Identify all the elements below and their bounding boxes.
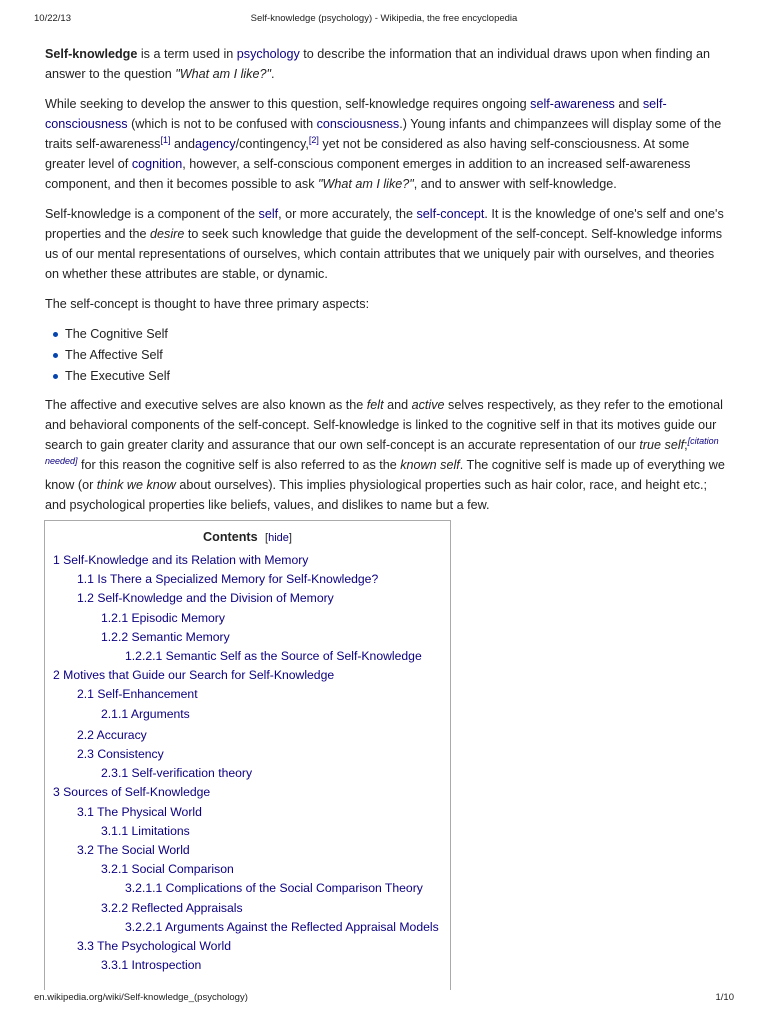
print-header: [34, 13, 734, 27]
toc-link[interactable]: 1.2.1 Episodic Memory: [101, 610, 225, 625]
toc-header: Contents [hide]: [203, 530, 292, 544]
awareness-paragraph: While seeking to develop the answer to this question, self-knowledge requires ongoing self-awareness and self-consciousness (which is not to be confused with consciousness.) Young infants and chimpanzees will display some of the traits self-awareness[1] andagency/contingency,[2] yet not be considered as also having self-consciousness. At some greater level of cognition, however, a self-conscious component emerges in addition to an increased self-awareness component, and then it becomes possible to ask "What am I like?", and to answer with self-knowledge.: [45, 97, 722, 191]
list-item: The Cognitive Self: [53, 324, 725, 345]
link-consciousness[interactable]: consciousness: [316, 117, 400, 131]
self-concept-paragraph: Self-knowledge is a component of the self, or more accurately, the self-concept. It is the knowledge of one's self and one's properties and the desire to seek such knowledge that guide the development of the self-concept. Self-knowledge informs us of our mental representations of ourselves, which contain attributes that we uniquely pair with ourselves, and theories on whether these attributes are stable, or dynamic.: [45, 207, 724, 281]
toc-hide-toggle[interactable]: hide: [268, 532, 289, 544]
toc-item: [53, 570, 442, 589]
toc-item: [53, 551, 442, 570]
toc-item: [53, 956, 442, 975]
toc-item: [53, 879, 442, 898]
link-psychology[interactable]: psychology: [236, 47, 300, 61]
article-body: [45, 44, 725, 525]
toc-link[interactable]: 3.2.1.1 Complications of the Social Comparison Theory: [125, 881, 423, 896]
toc-link[interactable]: 2.3 Consistency: [77, 747, 164, 762]
aspects-list: [45, 324, 725, 387]
toc-link[interactable]: 1.1 Is There a Specialized Memory for Self-Knowledge?: [77, 572, 379, 587]
toc-item: [53, 764, 442, 783]
bullet-icon: [53, 374, 58, 379]
toc-title: Contents: [203, 530, 258, 544]
toc-link[interactable]: 3.2 The Social World: [77, 843, 190, 858]
toc-link[interactable]: 1.2.2.1 Semantic Self as the Source of Self-Knowledge: [125, 649, 422, 664]
toc-link[interactable]: 3.3.1 Introspection: [101, 958, 202, 973]
selves-paragraph: The affective and executive selves are also known as the felt and active selves respectively, as they refer to the emotional and behavioral components of the self-concept. Self-knowledge is linked to the cognitive self in that its motives guide our search to gain greater clarity and assurance that our own self-concept is an accurate representation of our true self;[citation needed] for this reason the cognitive self is also referred to as the known self. The cognitive self is made up of everything we know (or think we know about ourselves). This implies physiological properties such as hair color, race, and height etc.; and psychological properties like beliefs, values, and dislikes to name but a few.: [45, 398, 725, 512]
print-date: 10/22/13: [34, 13, 71, 24]
toc-link[interactable]: 2.1.1 Arguments: [101, 706, 190, 721]
toc-link[interactable]: 1.2.2 Semantic Memory: [101, 629, 230, 644]
print-footer: [34, 992, 734, 1006]
link-self-consciousness[interactable]: self-consciousness: [45, 97, 667, 131]
toc-link[interactable]: 1.2 Self-Knowledge and the Division of Memory: [77, 591, 334, 606]
citation-needed[interactable]: [citation needed]: [45, 435, 719, 466]
toc-item: [53, 822, 442, 841]
toc-item: [53, 685, 442, 704]
toc-item: [53, 647, 442, 666]
toc-item: [53, 803, 442, 822]
toc-link[interactable]: 3.2.1 Social Comparison: [101, 862, 234, 877]
toc-link[interactable]: 3.1 The Physical World: [77, 804, 202, 819]
toc-item: [53, 705, 442, 724]
toc-item: [53, 783, 442, 802]
toc-link[interactable]: 3.2.2.1 Arguments Against the Reflected Appraisal Models: [125, 919, 439, 934]
toc-item: [53, 726, 442, 745]
toc-item: [53, 589, 442, 608]
toc-item: [53, 899, 442, 918]
toc-link[interactable]: 2.1 Self-Enhancement: [77, 687, 198, 702]
toc-link[interactable]: 3.2.2 Reflected Appraisals: [101, 900, 243, 915]
reference-2[interactable]: [2]: [308, 134, 319, 145]
toc-link[interactable]: 3.3 The Psychological World: [77, 939, 232, 954]
toc-item: [53, 918, 442, 937]
link-self[interactable]: self: [258, 207, 279, 221]
table-of-contents: [44, 520, 451, 990]
toc-list: [53, 551, 442, 975]
article-term: Self-knowledge: [45, 47, 138, 61]
toc-link[interactable]: 3.1.1 Limitations: [101, 823, 190, 838]
reference-1[interactable]: [1]: [160, 134, 171, 145]
bullet-icon: [53, 332, 58, 337]
link-cognition[interactable]: cognition: [131, 157, 183, 171]
link-agency[interactable]: agency: [195, 137, 236, 151]
toc-link[interactable]: 3 Sources of Self-Knowledge: [53, 785, 211, 800]
list-item: The Executive Self: [53, 366, 725, 387]
list-item: The Affective Self: [53, 345, 725, 366]
toc-link[interactable]: 1 Self-Knowledge and its Relation with Memory: [53, 553, 309, 567]
bullet-icon: [53, 353, 58, 358]
toc-link[interactable]: 2 Motives that Guide our Search for Self-Knowledge: [53, 668, 335, 683]
print-url: en.wikipedia.org/wiki/Self-knowledge_(psychology): [34, 992, 248, 1003]
toc-item: [53, 666, 442, 685]
toc-link[interactable]: 2.2 Accuracy: [77, 727, 147, 742]
toc-item: [53, 841, 442, 860]
print-page-title: Self-knowledge (psychology) - Wikipedia, the free encyclopedia: [250, 13, 518, 24]
toc-item: [53, 860, 442, 879]
toc-item: [53, 937, 442, 956]
toc-item: [53, 628, 442, 647]
toc-item: [53, 609, 442, 628]
intro-paragraph: Self-knowledge is a term used in psychology to describe the information that an individual draws upon when finding an answer to the question "What am I like?".: [45, 47, 711, 81]
toc-item: [53, 745, 442, 764]
aspects-intro: The self-concept is thought to have three primary aspects:: [45, 297, 370, 311]
page-number: 1/10: [715, 992, 734, 1003]
link-self-concept[interactable]: self-concept: [416, 207, 485, 221]
toc-link[interactable]: 2.3.1 Self-verification theory: [101, 766, 253, 781]
link-self-awareness[interactable]: self-awareness: [530, 97, 615, 111]
